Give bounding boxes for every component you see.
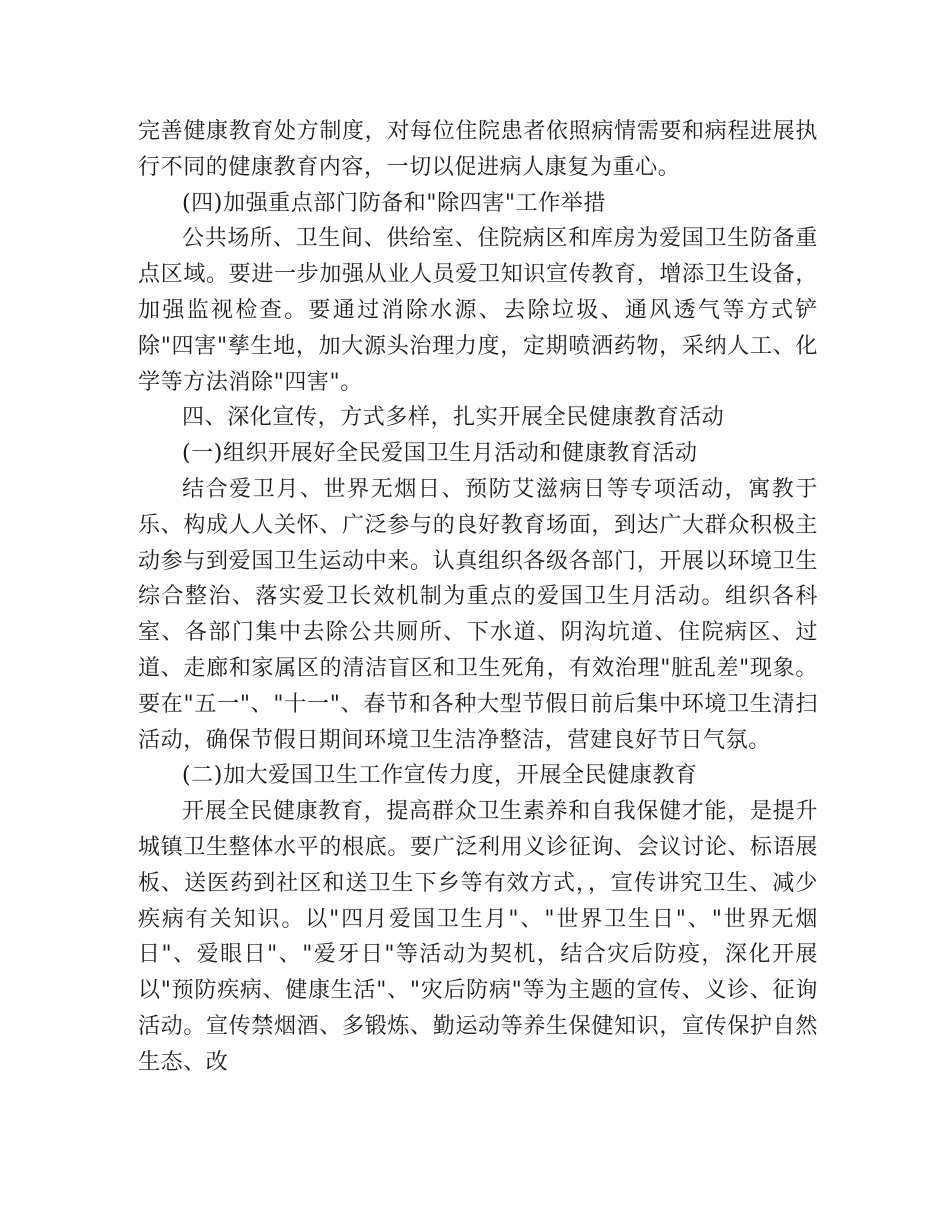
document-body [138, 114, 818, 1081]
paragraph-health-education: 开展全民健康教育，提高群众卫生素养和自我保健才能，是提升城镇卫生整体水平的根底。要广泛利用义诊征询、会议讨论、标语展板、送医药到社区和送卫生下乡等有效方式，，宣传讲究卫生、减少疾病有关知识。以"四月爱国卫生月"、"世界卫生日"、"世界无烟日"、爱眼日"、"爱牙日"等活动为契机，结合灾后防疫，深化开展以"预防疾病、健康生活"、"灾后防病"等为主题的宣传、义诊、征询活动。宣传禁烟酒、多锻炼、勤运动等养生保健知识，宣传保护自然生态、改 [138, 799, 818, 1075]
heading-section-four-sub: (四)加强重点部门防备和"除四害"工作举措 [182, 190, 607, 216]
heading-subsection-one: (一)组织开展好全民爱国卫生月活动和健康教育活动 [182, 441, 698, 467]
heading-subsection-two: (二)加大爱国卫生工作宣传力度，开展全民健康教育 [182, 763, 698, 789]
paragraph-health-month: 结合爱卫月、世界无烟日、预防艾滋病日等专项活动，寓教于乐、构成人人关怀、广泛参与的良好教育场面，到达广大群众积极主动参与到爱国卫生运动中来。认真组织各级各部门，开展以环境卫生综合整治、落实爱卫长效机制为重点的爱国卫生月活动。组织各科室、各部门集中去除公共厕所、下水道、阴沟坑道、住院病区、过道、走廊和家属区的清洁盲区和卫生死角，有效治理"脏乱差"现象。要在"五一"、"十一"、春节和各种大型节假日前后集中环境卫生清扫活动，确保节假日期间环境卫生洁净整洁，营建良好节日气氛。 [138, 476, 818, 753]
heading-section-four: 四、深化宣传，方式多样，扎实开展全民健康教育活动 [182, 405, 725, 431]
paragraph-key-areas: 公共场所、卫生间、供给室、住院病区和库房为爱国卫生防备重点区域。要进一步加强从业人员爱卫知识宣传教育，增添卫生设备，加强监视检查。要通过消除水源、去除垃圾、通风透气等方式铲除"四害"孳生地，加大源头治理力度，定期喷洒药物，采纳人工、化学等方法消除"四害"。 [138, 226, 818, 395]
paragraph-health-prescription: 完善健康教育处方制度，对每位住院患者依照病情需要和病程进展执行不同的健康教育内容，一切以促进病人康复为重心。 [138, 119, 818, 180]
